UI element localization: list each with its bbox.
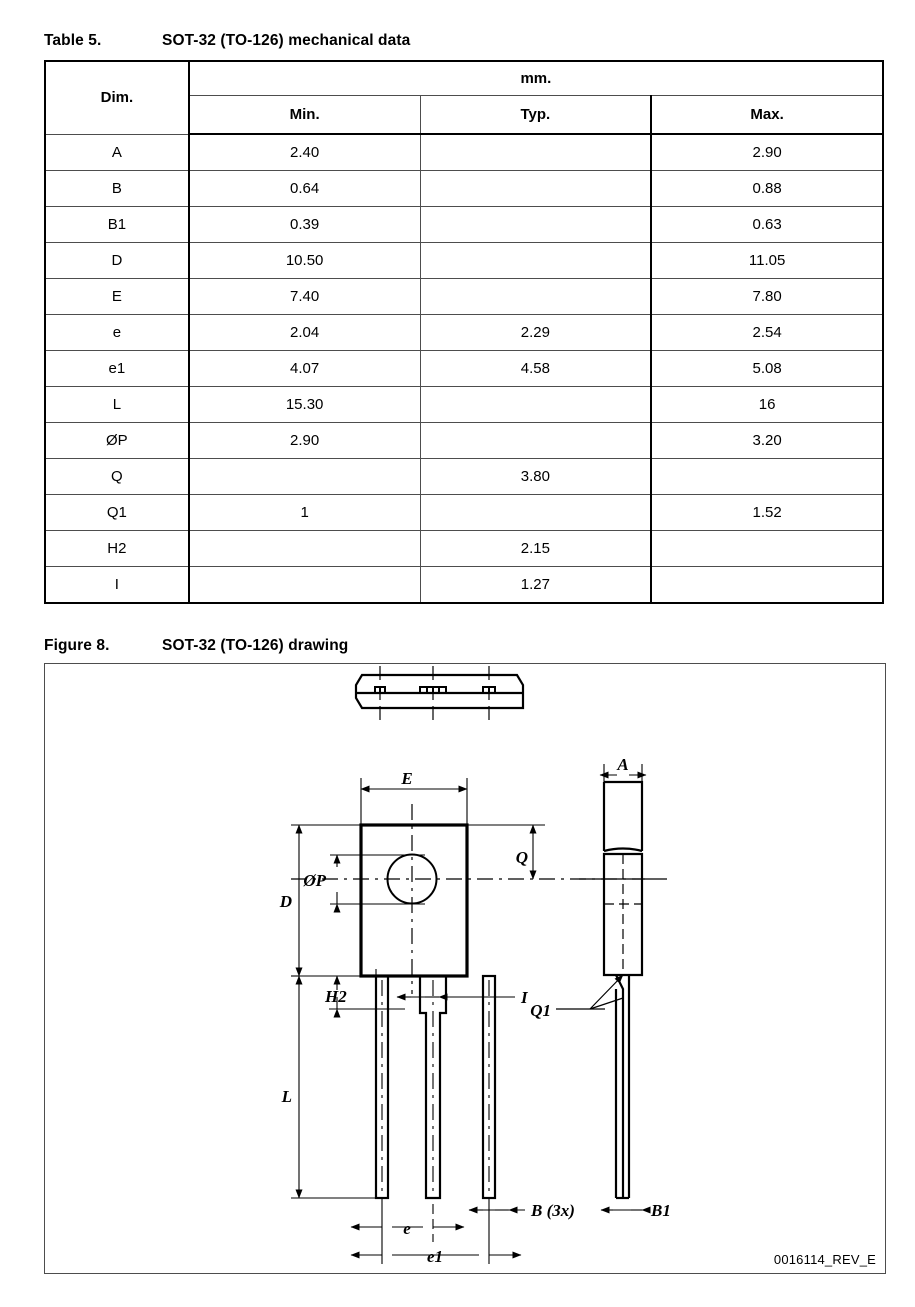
cell-dim: e [45,315,189,351]
cell-min [189,459,420,495]
cell-dim: Q [45,459,189,495]
cell-min: 7.40 [189,279,420,315]
cell-typ: 2.15 [420,531,651,567]
label-Q1: Q1 [530,1001,551,1020]
cell-typ [420,495,651,531]
cell-min: 2.40 [189,134,420,171]
label-D: D [279,892,292,911]
lead-centerlines [382,980,489,1194]
table-row [45,207,883,243]
cell-max: 16 [651,387,883,423]
figure-caption [44,637,348,655]
figure-caption-text: SOT-32 (TO-126) drawing [162,637,349,654]
cell-max: 0.63 [651,207,883,243]
header-cell-typ: Typ. [420,96,651,135]
label-E: E [401,769,413,788]
cell-typ [420,134,651,171]
mechanical-data-table [44,60,884,604]
cell-typ [420,243,651,279]
table-row [45,279,883,315]
cell-typ [420,279,651,315]
package-outline-drawing [45,664,883,1271]
e-dimension [361,778,467,825]
cell-max [651,531,883,567]
cell-typ [420,423,651,459]
cell-typ: 2.29 [420,315,651,351]
cell-typ [420,207,651,243]
cell-dim: D [45,243,189,279]
header-cell-min: Min. [189,96,420,135]
cell-min [189,531,420,567]
cell-dim: e1 [45,351,189,387]
cell-typ [420,387,651,423]
label-I: I [521,988,528,1007]
table-row [45,459,883,495]
table-row [45,351,883,387]
table-row [45,243,883,279]
figure-drawing-box [44,663,886,1274]
mechanical-data-table-body [45,134,883,603]
header-cell-unit: mm. [189,61,883,96]
label-B: B (3x) [531,1201,575,1220]
d-dimension [291,825,361,976]
cell-dim: L [45,387,189,423]
cell-max: 3.20 [651,423,883,459]
cell-dim: A [45,134,189,171]
cell-dim: ØP [45,423,189,459]
table-caption-label: Table 5. [44,32,102,49]
side-view [604,782,642,1198]
label-Q: Q [515,848,528,867]
table-row [45,387,883,423]
table-row [45,495,883,531]
cell-typ: 1.27 [420,567,651,604]
cell-min [189,567,420,604]
cell-dim: I [45,567,189,604]
table-row [45,315,883,351]
cell-max: 1.52 [651,495,883,531]
label-A: A [617,755,629,774]
cell-dim: B1 [45,207,189,243]
table-row [45,171,883,207]
table-row [45,531,883,567]
cell-typ: 4.58 [420,351,651,387]
cell-dim: Q1 [45,495,189,531]
side-view-dashed-lines [604,854,642,975]
cell-max: 7.80 [651,279,883,315]
cell-min: 2.04 [189,315,420,351]
label-L: L [281,1087,292,1106]
cell-dim: E [45,279,189,315]
cell-dim: B [45,171,189,207]
cell-min: 0.39 [189,207,420,243]
cell-typ: 3.80 [420,459,651,495]
table-row [45,567,883,604]
front-view-body [361,825,467,976]
cell-min: 2.90 [189,423,420,459]
table-caption-text: SOT-32 (TO-126) mechanical data [162,32,411,49]
cell-max: 2.54 [651,315,883,351]
label-B1: B1 [651,1201,671,1220]
cell-min: 10.50 [189,243,420,279]
header-cell-dim: Dim. [45,61,189,134]
table-row [45,423,883,459]
table-row [45,134,883,171]
cell-min: 0.64 [189,171,420,207]
cell-max [651,567,883,604]
q1-dimension [556,975,623,1009]
label-P: ØP [303,871,326,890]
table-caption [44,32,410,50]
label-e: e [403,1219,411,1238]
cell-typ [420,171,651,207]
cell-max: 11.05 [651,243,883,279]
label-e1: e1 [426,1247,444,1266]
cell-min: 4.07 [189,351,420,387]
label-H2: H2 [325,987,347,1006]
cell-min: 1 [189,495,420,531]
drawing-reference-code: 0016114_REV_E [773,1252,876,1267]
figure-caption-label: Figure 8. [44,637,110,654]
q-dimension [467,825,545,879]
cell-dim: H2 [45,531,189,567]
table-header-row-unit [45,61,883,96]
cell-max: 5.08 [651,351,883,387]
header-cell-max: Max. [651,96,883,135]
cell-max: 0.88 [651,171,883,207]
cell-max: 2.90 [651,134,883,171]
cell-max [651,459,883,495]
cell-min: 15.30 [189,387,420,423]
